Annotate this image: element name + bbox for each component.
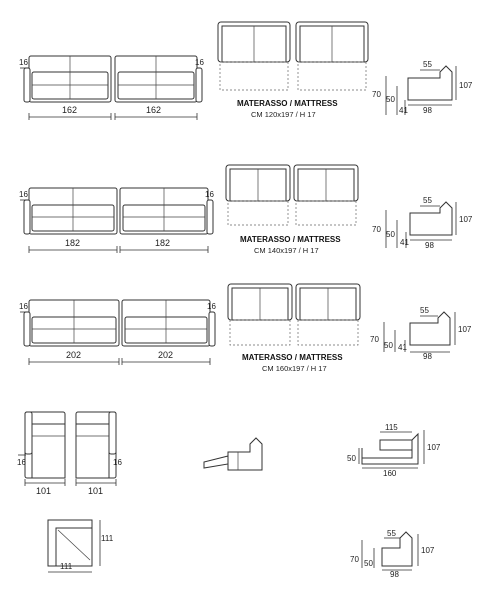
small-height: 107 [421,546,435,555]
row1-h50: 50 [386,95,395,104]
row1-seat-depth: 55 [423,60,432,69]
row2-arm-depth-right: 16 [205,190,214,199]
row1-h41: 41 [399,106,408,115]
row1-h70: 70 [372,90,381,99]
row2-mattress-label: MATERASSO / MATTRESS [240,235,341,244]
row1-height: 107 [459,81,473,90]
row3-h50: 50 [384,341,393,350]
recliner-open-view [204,438,262,470]
corner-depth: 111 [101,534,114,543]
row1-side-view [372,60,473,115]
row1-mattress-size: CM 120x197 / H 17 [251,110,316,119]
row1-bed-top-view [218,22,368,119]
row3-seat-depth: 55 [420,306,429,315]
bed-top-length: 115 [385,423,398,432]
row3-h70: 70 [370,335,379,344]
row2-sofa-front [24,188,213,234]
chaise-arm-left: 16 [17,458,26,467]
row3-bed-top-view [228,284,360,373]
corner-width: 111 [60,562,73,571]
small-h70: 70 [350,555,359,564]
row3-h41: 41 [398,343,407,352]
row3-arm-depth: 16 [19,302,28,311]
row3-sofa-front [24,300,215,346]
row2-width-left: 182 [65,238,81,248]
chaise-width-right: 101 [88,486,104,496]
row2-arm-depth: 16 [19,190,28,199]
small-h50: 50 [364,559,373,568]
row1-width-right: 162 [146,105,162,115]
row1-mattress-label: MATERASSO / MATTRESS [237,99,338,108]
row3-mattress-size: CM 160x197 / H 17 [262,364,327,373]
row1-sofa-front [24,56,202,102]
row3-width-right: 202 [158,350,174,360]
row3-total-depth: 98 [423,352,432,361]
bed-side-view [347,423,441,478]
row3-width-left: 202 [66,350,82,360]
row2-h41: 41 [400,238,409,247]
row2-total-depth: 98 [425,241,434,250]
row3-side-view [370,306,472,361]
small-total-depth: 98 [390,570,399,579]
row3-mattress-label: MATERASSO / MATTRESS [242,353,343,362]
row2-seat-depth: 55 [423,196,432,205]
row2-h50: 50 [386,230,395,239]
row1-arm-depth-right: 16 [195,58,204,67]
chaise-modules [17,412,122,496]
row1-total-depth: 98 [423,106,432,115]
corner-module [48,520,114,572]
row3-height: 107 [458,325,472,334]
row2-side-view [372,196,473,250]
bed-height: 107 [427,443,441,452]
small-seat-depth: 55 [387,529,396,538]
chaise-width-left: 101 [36,486,52,496]
row2-h70: 70 [372,225,381,234]
row1-arm-depth: 16 [19,58,28,67]
row1-width-left: 162 [62,105,78,115]
small-side-view [350,529,435,579]
bed-seat-height: 50 [347,454,356,463]
row2-bed-top-view [226,165,358,255]
bed-total-length: 160 [383,469,397,478]
row2-height: 107 [459,215,473,224]
row2-mattress-size: CM 140x197 / H 17 [254,246,319,255]
row2-width-right: 182 [155,238,171,248]
row3-arm-depth-right: 16 [207,302,216,311]
chaise-arm-right: 16 [113,458,122,467]
